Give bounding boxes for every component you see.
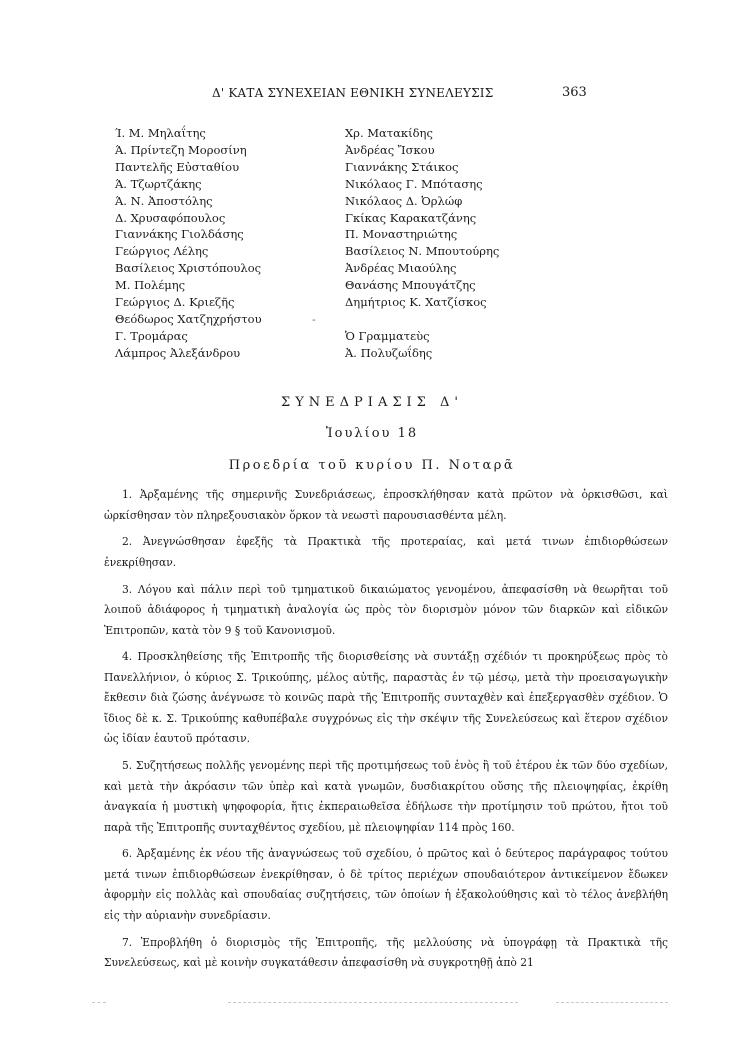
signatory-name: Π. Μοναστηριώτης [345, 227, 458, 242]
page-number: 363 [562, 85, 587, 100]
signatory-name: Ά. Τζωρτζάκης [115, 176, 202, 191]
signatory-name: Χρ. Ματακίδης [345, 126, 433, 140]
signatory-name: Λάμπρος Ἀλεξάνδρου [115, 345, 241, 360]
minutes-paragraph: 6. Ἀρξαμένης ἐκ νέου τῆς ἀναγνώσεως τοῦ σχεδίου, ὁ πρῶτος καὶ ὁ δεύτερος παράγραφος τούτου μετά τινων ἐπιδιορθώσεων ἐνεκρίθησαν, ὁ δὲ τρίτος περιέχων σπουδαιότερον ἀντικείμενον ἔδωκεν ἀφορμὴν εἰς πολλὰς καὶ σπουδαίας συζητήσεις, τῶν ὁποίων ἡ ἐξακολούθησις καὶ τὸ τέλος ἀνεβλήθη εἰς τὴν αὐριανὴν συνεδρίασιν. [104, 847, 668, 922]
session-title: ΣΥΝΕΔΡΙΑΣΙΣ Δ' [281, 395, 463, 410]
footer-divider [556, 1002, 668, 1003]
signatory-name: Ά. Πρίντεζη Μοροσίνη [115, 142, 247, 157]
signatory-name: Γ. Τρομάρας [115, 328, 188, 343]
running-header [0, 86, 744, 104]
signatory-name: Ἀνδρέας Ἴσκου [345, 142, 435, 157]
signatory-name: Θανάσης Μπουγάτζης [345, 278, 476, 293]
signatory-name: Παντελῆς Εὐσταθίου [115, 159, 240, 174]
signatory-name: Θεόδωρος Χατζηχρήστου [115, 311, 262, 326]
signatory-name: Νικόλαος Δ. Ὀρλώφ [345, 193, 463, 208]
signatories-right-column [345, 125, 499, 362]
signatory-name: Νικόλαος Γ. Μπότασης [345, 176, 483, 191]
minutes-paragraph: 4. Προσκληθείσης τῆς Ἐπιτροπῆς τῆς διορισθείσης νὰ συντάξῃ σχέδιόν τι προκηρύξεως πρὸς τὸ Πανελλήνιον, ὁ κύριος Σ. Τρικούπης, μέλος αὐτῆς, παραστὰς ἐν τῷ μέσῳ, μετὰ τὴν προεισαγωγικὴν ἔκθεσιν διὰ ζώσης ἀνέγνωσε τὸ κοινῶς παρὰ τῆς Ἐπιτροπῆς συνταχθὲν καὶ ἐπεξεργασθὲν σχέδιον. Ὁ ἴδιος δὲ κ. Σ. Τρικούπης καθυπέβαλε συγχρόνως εἰς τὴν σκέψιν τῆς Συνελεύσεως καὶ ἕτερον σχέδιον ὡς ἰδίαν ἑαυτοῦ πρότασιν. [104, 650, 668, 746]
signatory-name: Γκίκας Καρακατζάνης [345, 210, 477, 225]
footer-divider [92, 1002, 106, 1003]
minutes-paragraph: 2. Ἀνεγνώσθησαν ἐφεξῆς τὰ Πρακτικὰ τῆς προτεραίας, καὶ μετά τινων ἐπιδιορθώσεων ἐνεκρίθησαν. [104, 535, 668, 569]
signatory-name: Γεώργιος Λέλης [115, 244, 209, 259]
signatory-name: Βασίλειος Ν. Μπουτούρης [345, 244, 500, 259]
minutes-paragraph: 3. Λόγου καὶ πάλιν περὶ τοῦ τμηματικοῦ δικαιώματος γενομένου, ἀπεφασίσθη νὰ θεωρῆται τοῦ λοιποῦ ἀδιάφορος ἡ τμηματικὴ ἀναλογία ὡς πρὸς τὸν διορισμὸν μόνον τῶν διαρκῶν καὶ εἰδικῶν Ἐπιτροπῶν, κατὰ τὸν 9 § τοῦ Κανονισμοῦ. [104, 582, 668, 637]
secretary-title: Ὁ Γραμματεὺς [345, 328, 430, 343]
signatory-name: Δ. Χρυσαφόπουλος [115, 210, 226, 225]
minutes-paragraph: 1. Ἀρξαμένης τῆς σημερινῆς Συνεδριάσεως, ἐπροσκλήθησαν κατὰ πρῶτον νὰ ὁρκισθῶσι, καὶ ὡρκίσθησαν τὸν πληρεξουσιακὸν ὅρκον τὰ νεωστὶ παρουσιασθέντα μέλη. [104, 488, 668, 522]
signatory-name: Γεώργιος Δ. Κριεζῆς [115, 295, 235, 310]
secretary-name: Ἀ. Πολυζωΐδης [345, 345, 433, 360]
blank-line [345, 311, 499, 328]
print-tick-mark: - [312, 313, 316, 326]
signatory-name: Βασίλειος Χριστόπουλος [115, 261, 262, 276]
signatory-name: Ἀνδρέας Μιαούλης [345, 261, 457, 276]
minutes-paragraph: 5. Συζητήσεως πολλῆς γενομένης περὶ τῆς προτιμήσεως τοῦ ἑνὸς ἢ τοῦ ἑτέρου ἐκ τῶν δύο σχεδίων, καὶ μετὰ τὴν ἀκρόασιν τῶν ὑπὲρ καὶ κατὰ γνωμῶν, δυσδιακρίτου οὔσης τῆς πλειοψηφίας, ἐκρίθη ἀναγκαία ἡ μυστικὴ ψηφοφορία, ἥτις ἐκπεραιωθεῖσα ἐδήλωσε τὴν προτίμησιν τοῦ πρώτου, ἤτοι τοῦ παρὰ τῆς Ἐπιτροπῆς συνταχθέντος σχεδίου, μὲ πλειοψηφίαν 114 πρὸς 160. [104, 759, 668, 834]
signatory-name: Γιαννάκης Γιολδάσης [115, 227, 244, 242]
minutes-paragraph: 7. Ἐπροβλήθη ὁ διορισμὸς τῆς Ἐπιτροπῆς, τῆς μελλούσης νὰ ὑπογράφῃ τὰ Πρακτικὰ τῆς Συνελεύσεως, καὶ μὲ κοινὴν συγκατάθεσιν ἀπεφασίσθη νὰ συγκροτηθῇ ἀπὸ 21 [104, 935, 668, 970]
presidency-line: Προεδρία τοῦ κυρίου Π. Νοταρᾶ [228, 458, 516, 473]
minutes-body [104, 485, 668, 980]
session-date: Ἰουλίου 18 [325, 426, 419, 441]
signatory-name: Ά. Ν. Ἀποστόλης [115, 193, 213, 208]
footer-divider [228, 1002, 518, 1003]
running-title: Δ' ΚΑΤΑ ΣΥΝΕΧΕΙΑΝ ΕΘΝΙΚΗ ΣΥΝΕΛΕΥΣΙΣ [212, 86, 494, 100]
signatories-left-column [115, 125, 262, 362]
signatory-name: Μ. Πολέμης [115, 278, 186, 293]
signatory-name: Γιαννάκης Στάικος [345, 159, 459, 174]
signatory-name: Ί. Μ. Μηλαΐτης [115, 126, 206, 140]
signatory-name: Δημήτριος Κ. Χατζίσκος [345, 295, 487, 310]
